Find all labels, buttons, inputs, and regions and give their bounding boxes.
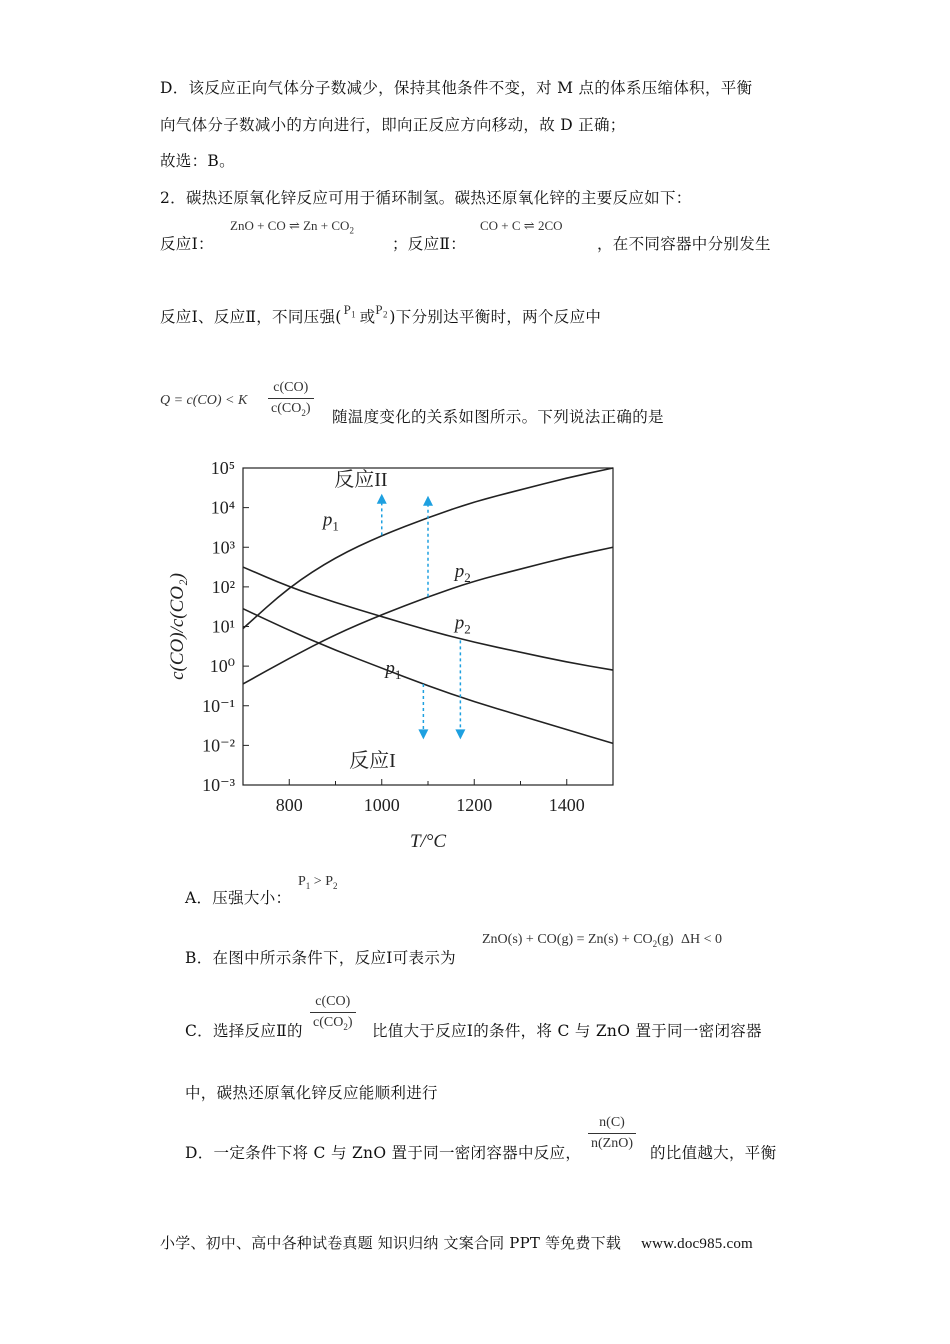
option-b-formula: $ZnO(s) + CO(g) = Zn(s) + CO_2(g) \Delta H < 0$ <box>482 932 723 949</box>
option-c-label-a: C．选择反应Ⅱ的 <box>185 1022 303 1040</box>
x-tick-label: 1000 <box>363 795 400 815</box>
y-axis-label: c(CO)/c(CO₂) <box>167 573 188 680</box>
y-tick-label: 10⁻³ <box>202 775 235 795</box>
option-c-line2: 中，碳热还原氧化锌反应能顺利进行 <box>185 1084 438 1102</box>
reaction-separator: ；反应Ⅱ： <box>392 235 467 253</box>
series-line-3 <box>243 609 613 744</box>
y-tick-label: 10⁵ <box>210 458 235 478</box>
arrow-head-1 <box>423 496 433 506</box>
equilibrium-ratio-chart <box>0 440 950 860</box>
series-line-1 <box>243 547 613 684</box>
option-d-label-a: D．一定条件下将 C 与 ZnO 置于同一密闭容器中反应， <box>185 1144 582 1162</box>
y-tick-label: 10¹ <box>211 616 235 637</box>
y-tick-label: 10⁻² <box>202 735 235 756</box>
option-d-fraction: n(C) n(ZnO) <box>588 1113 636 1154</box>
arrow-head-0 <box>377 494 387 504</box>
question2-stem-line3: 反应Ⅰ、反应Ⅱ，不同压强( $P_1$ 或 $P_2$ )下分别达平衡时，两个反应中 <box>160 302 602 326</box>
q-formula: Q = c(CO) < K <box>160 393 248 408</box>
option-c-label-b: 比值大于反应Ⅰ的条件，将 C 与 ZnO 置于同一密闭容器 <box>372 1022 762 1040</box>
y-tick-label: 10⁰ <box>209 656 235 677</box>
reaction2-formula: CO + C ⇌ 2CO <box>480 218 563 233</box>
chart-annotation-0: 反应II <box>334 468 388 491</box>
page-footer <box>160 1232 753 1253</box>
y-tick-label: 10³ <box>211 537 235 558</box>
arrow-head-2 <box>418 729 428 739</box>
question2-stem-line2-tail: ，在不同容器中分别发生 <box>597 235 771 253</box>
footer-url: www.doc985.com <box>641 1236 753 1252</box>
plot-frame <box>243 468 613 785</box>
question2-stem-line1: 2．碳热还原氧化锌反应可用于循环制氢。碳热还原氧化锌的主要反应如下： <box>160 189 692 207</box>
option-c-fraction: $\frac{c(CO)}{c(CO_2)}$ <box>310 992 356 1037</box>
option-d-explanation-line2: 向气体分子数减小的方向进行，即向正反应方向移动，故 D 正确； <box>160 116 626 134</box>
y-tick-label: 10⁴ <box>210 497 235 518</box>
option-a-label: A．压强大小： <box>185 889 292 907</box>
question2-stem-line4-tail: 随温度变化的关系如图所示。下列说法正确的是 <box>332 408 664 426</box>
answer-line: 故选：B。 <box>160 152 235 170</box>
arrow-head-3 <box>455 729 465 739</box>
x-tick-label: 800 <box>275 795 303 815</box>
x-tick-label: 1400 <box>548 795 585 815</box>
y-tick-label: 10² <box>211 576 235 597</box>
chart-annotation-1: 反应I <box>349 750 396 773</box>
x-tick-label: 1200 <box>456 795 493 815</box>
reaction1-label: 反应Ⅰ： <box>160 235 214 253</box>
option-d-explanation-line1: D．该反应正向气体分子数减少，保持其他条件不变，对 M 点的体系压缩体积，平衡 <box>160 79 753 97</box>
concentration-ratio-fraction: $\frac{c(CO)}{c(CO_2)}$ <box>268 378 314 423</box>
option-a-formula: $P_1 > P_2$ <box>298 874 338 891</box>
chart-annotation-5: $p_1$ <box>385 658 402 683</box>
x-axis-label: T/°C <box>409 831 447 852</box>
y-tick-label: 10⁻¹ <box>202 695 235 716</box>
option-d-label-b: 的比值越大，平衡 <box>650 1144 777 1162</box>
footer-text: 小学、初中、高中各种试卷真题 知识归纳 文案合同 PPT 等免费下载 <box>160 1234 622 1252</box>
option-b-label: B．在图中所示条件下，反应Ⅰ可表示为 <box>185 949 456 967</box>
chart-annotation-3: $p_2$ <box>454 560 471 585</box>
chart-annotation-4: $p_2$ <box>454 612 471 637</box>
reaction1-formula: ZnO + CO ⇌ $Zn + CO_2$ <box>230 218 354 236</box>
chart-annotation-2: $p_1$ <box>322 509 339 534</box>
